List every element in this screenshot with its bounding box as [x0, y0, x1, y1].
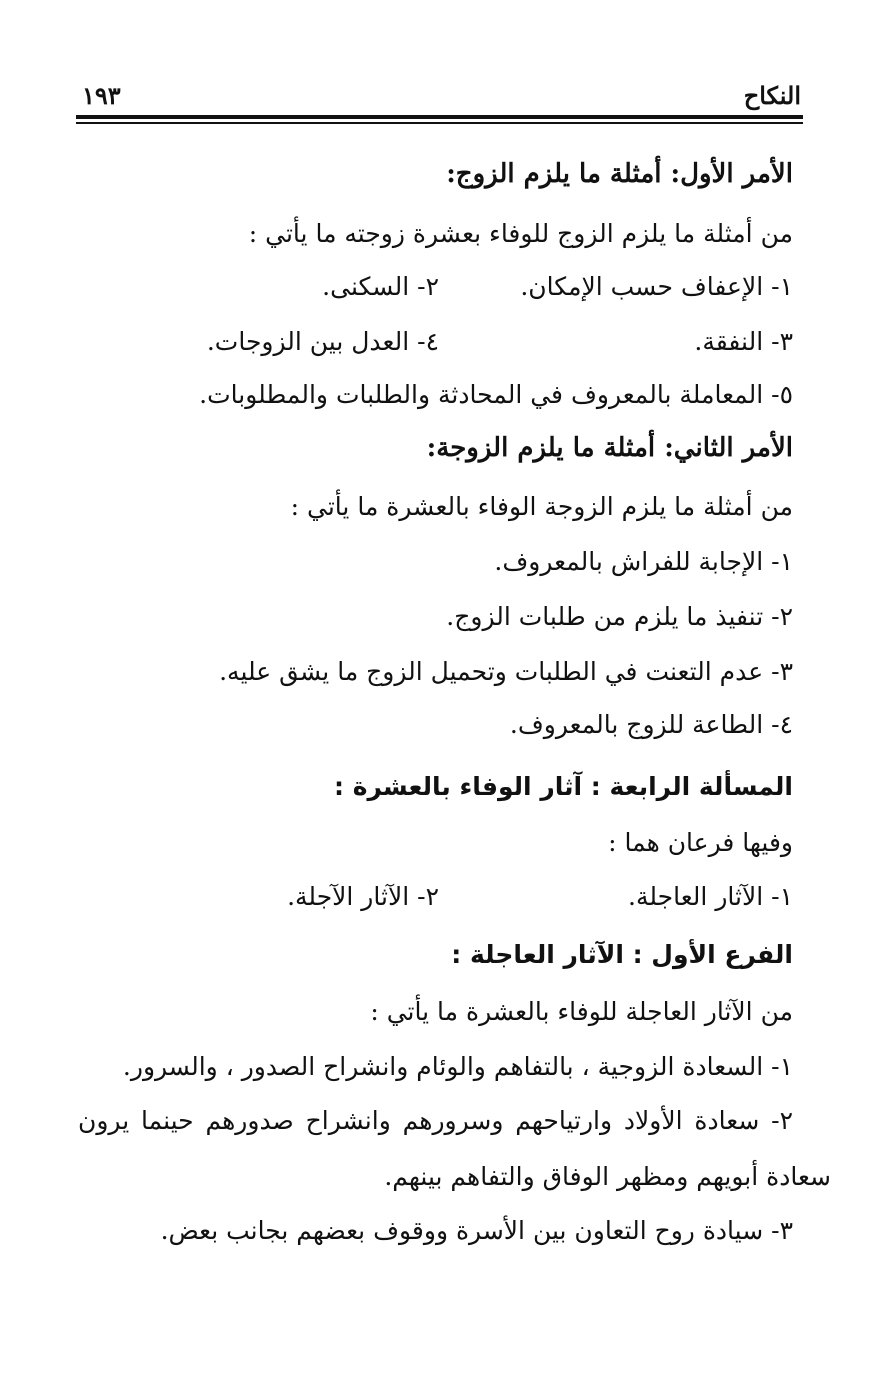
section-heading-fourth-issue: المسألة الرابعة : آثار الوفاء بالعشرة : — [334, 772, 793, 801]
list-item: ٣- عدم التعنت في الطلبات وتحميل الزوج ما يشق عليه. — [219, 657, 793, 686]
list-item: ٢- سعادة الأولاد وارتياحهم وسرورهم وانشراح صدورهم حينما يرون — [78, 1106, 793, 1135]
list-item: ٤- العدل بين الزوجات. — [206, 327, 439, 356]
paragraph-intro-wife: من أمثلة ما يلزم الزوجة الوفاء بالعشرة ما يأتي : — [290, 492, 793, 521]
page-number: ١٩٣ — [82, 81, 121, 110]
list-item: ٤- الطاعة للزوج بالمعروف. — [509, 710, 793, 739]
list-item: ١- السعادة الزوجية ، بالتفاهم والوئام وانشراح الصدور ، والسرور. — [122, 1052, 793, 1081]
paragraph-two-branches: وفيها فرعان هما : — [608, 828, 793, 857]
chapter-title: النكاح — [743, 81, 801, 110]
list-item: ١- الإجابة للفراش بالمعروف. — [494, 547, 793, 576]
list-item: ٥- المعاملة بالمعروف في المحادثة والطلبات والمطلوبات. — [199, 380, 793, 409]
running-header — [76, 76, 801, 116]
section-heading-first-branch: الفرع الأول : الآثار العاجلة : — [451, 940, 793, 969]
list-item: ١- الآثار العاجلة. — [628, 882, 793, 911]
section-heading-second: الأمر الثاني: أمثلة ما يلزم الزوجة: — [426, 433, 793, 463]
list-item: ٣- سيادة روح التعاون بين الأسرة ووقوف بعضهم بجانب بعض. — [160, 1216, 793, 1245]
list-item: ١- الإعفاف حسب الإمكان. — [520, 272, 793, 301]
list-item: ٣- النفقة. — [694, 327, 793, 356]
paragraph-intro-husband: من أمثلة ما يلزم الزوج للوفاء بعشرة زوجته ما يأتي : — [248, 219, 793, 248]
list-item: ٢- تنفيذ ما يلزم من طلبات الزوج. — [446, 602, 793, 631]
list-item: ٢- الآثار الآجلة. — [287, 882, 439, 911]
list-item-continuation: سعادة أبويهم ومظهر الوفاق والتفاهم بينهم. — [384, 1162, 831, 1191]
section-heading-first: الأمر الأول: أمثلة ما يلزم الزوج: — [446, 159, 793, 189]
header-rule-thick — [76, 115, 803, 119]
list-item: ٢- السكنى. — [322, 272, 439, 301]
paragraph-immediate-effects: من الآثار العاجلة للوفاء بالعشرة ما يأتي : — [370, 997, 793, 1026]
header-rule-thin — [76, 122, 803, 124]
